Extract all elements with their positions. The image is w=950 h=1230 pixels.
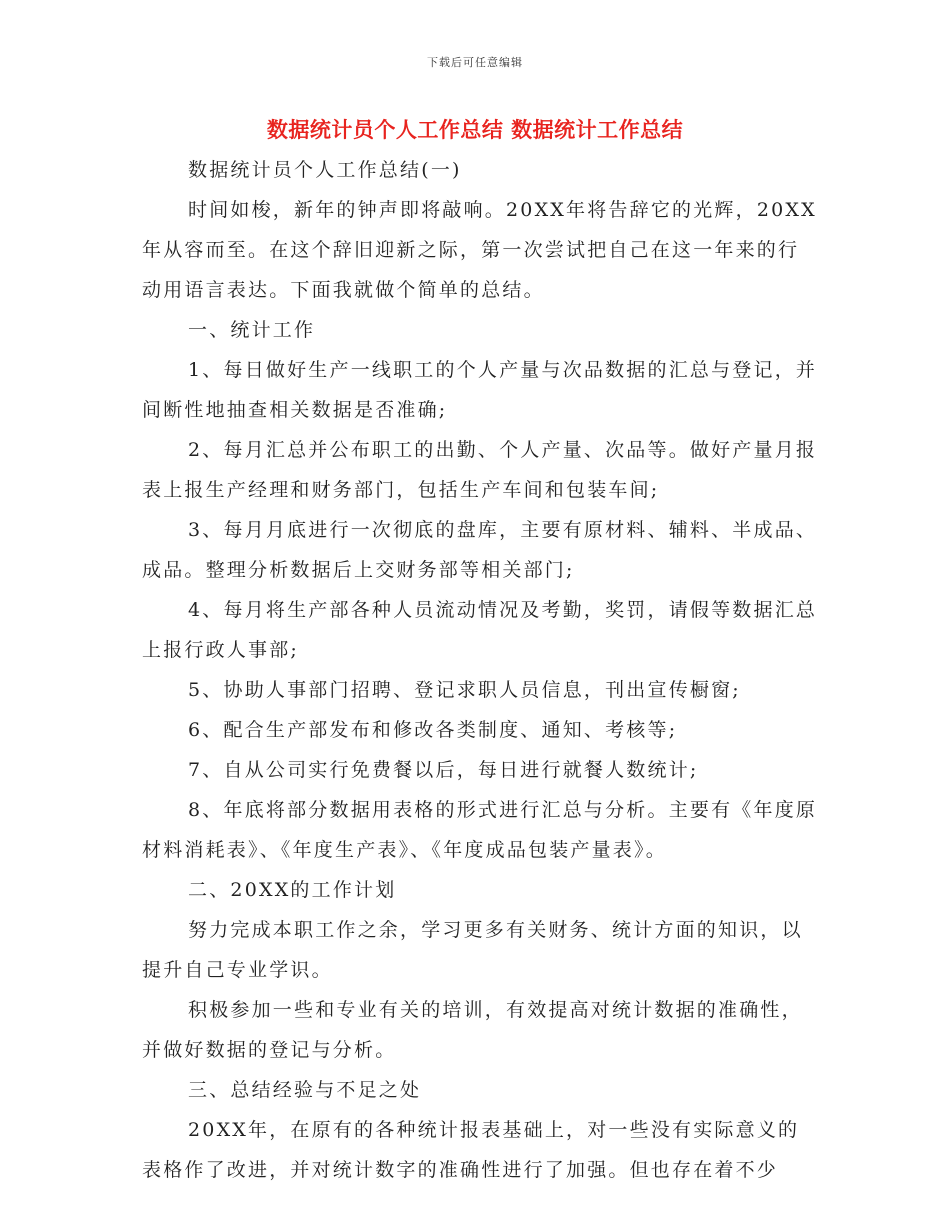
body-paragraph: 20XX年，在原有的各种统计报表基础上，对一些没有实际意义的表格作了改进，并对统计数字的准确性进行了加强。但也存在着不少 <box>142 1119 800 1181</box>
section-heading: 一、统计工作 <box>188 319 316 341</box>
list-item: 1、每日做好生产一线职工的个人产量与次品数据的汇总与登记，并间断性地抽查相关数据是否准确; <box>142 359 818 421</box>
body-paragraph: 数据统计员个人工作总结(一) <box>188 159 462 181</box>
page-header-note: 下载后可任意编辑 <box>427 56 523 69</box>
list-item: 6、配合生产部发布和修改各类制度、通知、考核等; <box>188 719 678 741</box>
list-item: 3、每月月底进行一次彻底的盘库，主要有原材料、辅料、半成品、成品。整理分析数据后上交财务部等相关部门; <box>142 519 818 581</box>
list-item: 8、年底将部分数据用表格的形式进行汇总与分析。主要有《年度原材料消耗表》、《年度生产表》、《年度成品包装产量表》。 <box>142 799 818 861</box>
section-heading: 三、总结经验与不足之处 <box>188 1079 422 1101</box>
section-heading: 二、20XX的工作计划 <box>188 879 397 901</box>
list-item: 2、每月汇总并公布职工的出勤、个人产量、次品等。做好产量月报表上报生产经理和财务部门，包括生产车间和包装车间; <box>142 439 818 501</box>
list-item: 7、自从公司实行免费餐以后，每日进行就餐人数统计; <box>188 759 699 781</box>
list-item: 4、每月将生产部各种人员流动情况及考勤，奖罚，请假等数据汇总上报行政人事部; <box>142 599 818 661</box>
document-title: 数据统计员个人工作总结 数据统计工作总结 <box>266 118 684 142</box>
document-body <box>142 150 818 1190</box>
body-paragraph: 时间如梭，新年的钟声即将敲响。20XX年将告辞它的光辉，20XX年从容而至。在这个辞旧迎新之际，第一次尝试把自己在这一年来的行动用语言表达。下面我就做个简单的总结。 <box>142 199 817 301</box>
body-paragraph: 积极参加一些和专业有关的培训，有效提高对统计数据的准确性，并做好数据的登记与分析。 <box>142 999 803 1061</box>
body-paragraph: 努力完成本职工作之余，学习更多有关财务、统计方面的知识，以提升自己专业学识。 <box>142 919 803 981</box>
list-item: 5、协助人事部门招聘、登记求职人员信息，刊出宣传橱窗; <box>188 679 741 701</box>
